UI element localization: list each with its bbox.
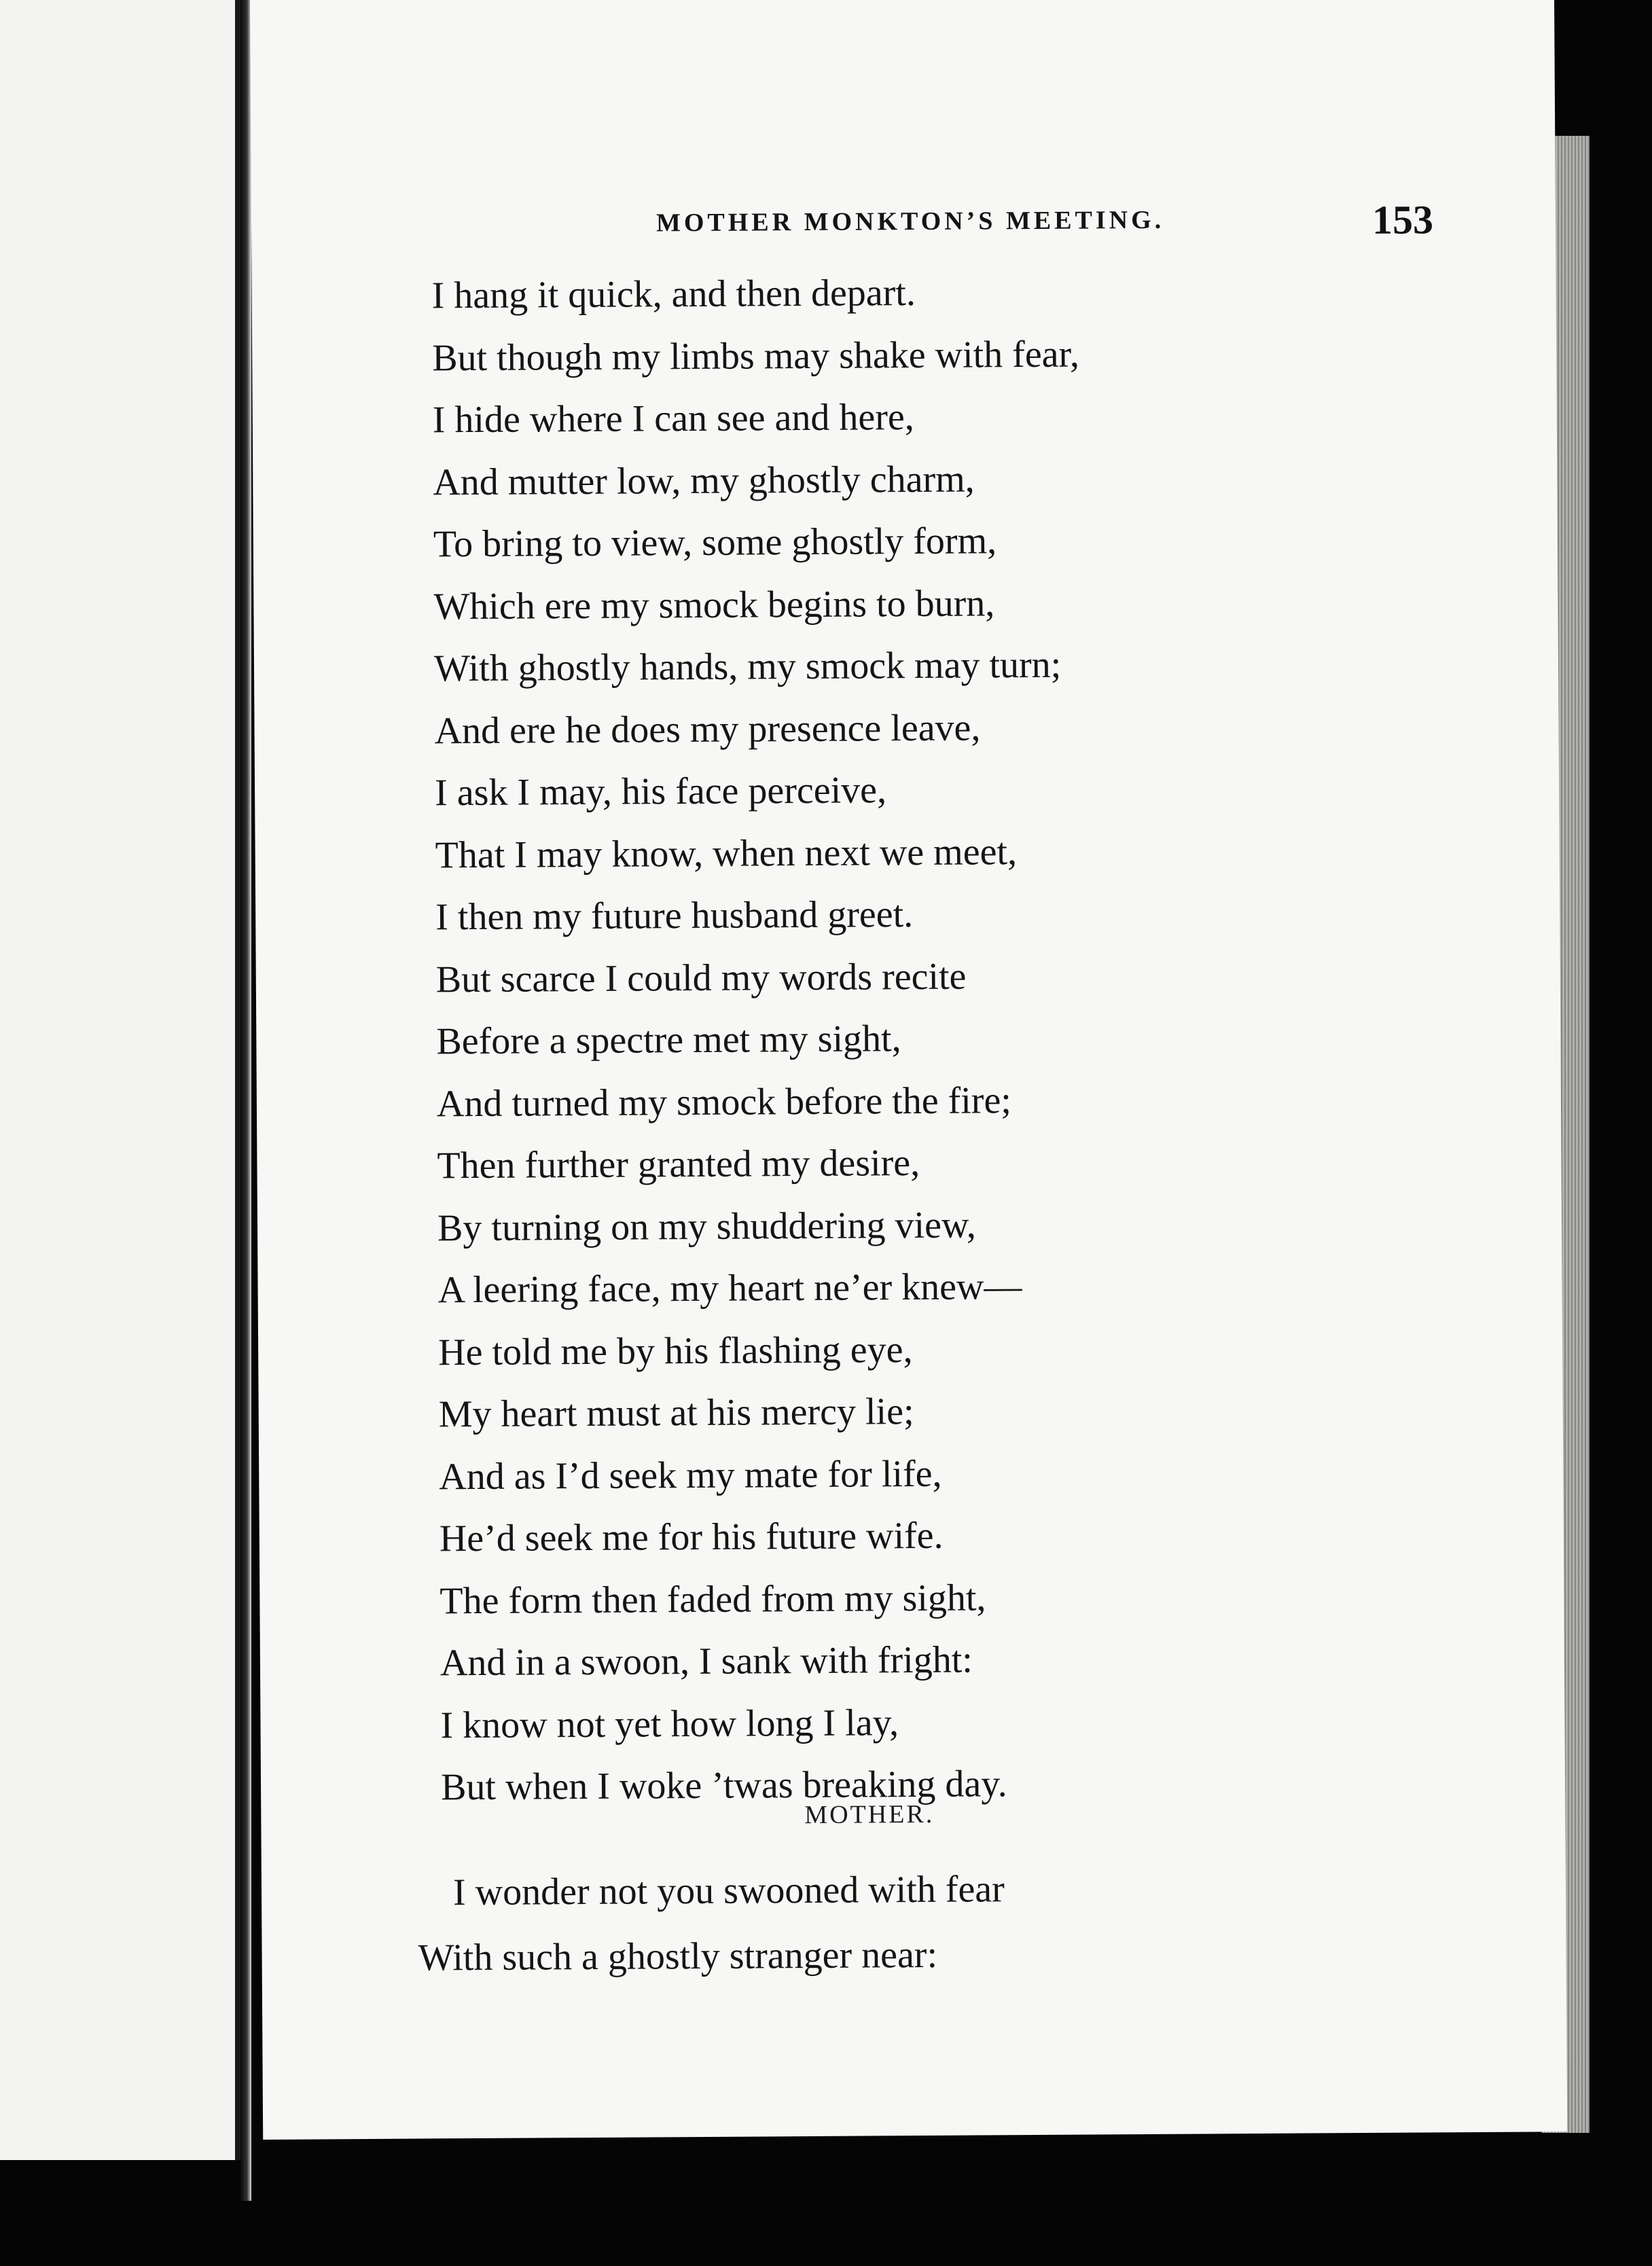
verse-line: And as I’d seek my mate for life,	[439, 1452, 942, 1498]
verse-line: I ask I may, his face perceive,	[434, 769, 887, 814]
verse-line: I hang it quick, and then depart.	[431, 272, 916, 317]
verse-line: I hide where I can see and here,	[432, 396, 914, 442]
verse-line: Which ere my smock begins to burn,	[433, 581, 995, 628]
verse-line: And in a swoon, I sank with fright:	[439, 1638, 973, 1685]
poem-stanza-mother	[418, 1854, 1478, 1991]
speaker-heading: MOTHER.	[804, 1799, 935, 1830]
verse-line: I wonder not you swooned with fear	[452, 1868, 1005, 1914]
verse-line: Then further granted my desire,	[437, 1142, 920, 1187]
verse-line: With such a ghostly stranger near:	[418, 1933, 938, 1979]
running-title: MOTHER MONKTON’S MEETING.	[656, 205, 1165, 238]
verse-line: The form then faded from my sight,	[439, 1576, 986, 1622]
verse-line: And mutter low, my ghostly charm,	[433, 457, 975, 503]
verse-line: Before a spectre met my sight,	[436, 1018, 901, 1063]
verse-line: I know not yet how long I lay,	[440, 1701, 899, 1746]
verse-line: But scarce I could my words recite	[435, 955, 967, 1001]
poem-stanza	[431, 259, 1501, 1819]
verse-line: To bring to view, some ghostly form,	[433, 520, 997, 566]
page-header	[251, 196, 1556, 258]
verse-line: But when I woke ’twas breaking day.	[440, 1763, 1007, 1809]
verse-line: But though my limbs may shake with fear,	[432, 333, 1080, 379]
verse-line: A leering face, my heart ne’er knew—	[437, 1265, 1022, 1312]
verse-line: That I may know, when next we meet,	[435, 830, 1018, 876]
page-number: 153	[1371, 197, 1434, 242]
verse-line: And turned my smock before the fire;	[436, 1079, 1012, 1125]
book-page	[250, 0, 1567, 2140]
book-gutter	[240, 0, 251, 2201]
verse-line: He told me by his flashing eye,	[437, 1328, 913, 1373]
previous-page-edge	[0, 0, 240, 2160]
verse-line: And ere he does my presence leave,	[434, 706, 981, 752]
verse-line: By turning on my shuddering view,	[437, 1204, 976, 1249]
verse-line: My heart must at his mercy lie;	[438, 1390, 914, 1436]
verse-line: He’d seek me for his future wife.	[439, 1514, 944, 1560]
verse-line: I then my future husband greet.	[435, 893, 914, 939]
verse-line: With ghostly hands, my smock may turn;	[433, 643, 1062, 690]
